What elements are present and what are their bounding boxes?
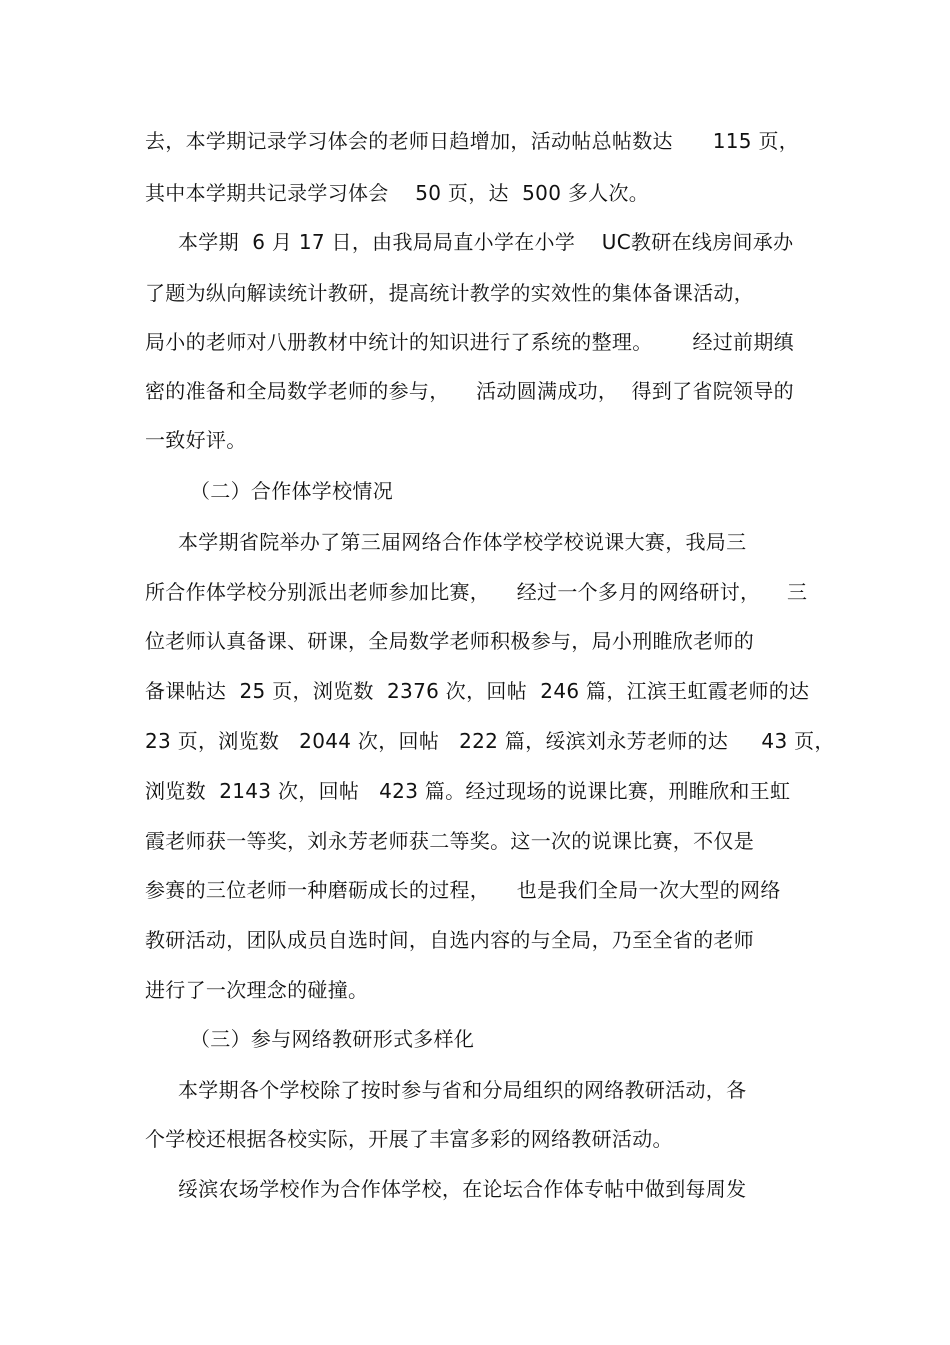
body-text-line: 所合作体学校分别派出老师参加比赛， 经过一个多月的网络研讨， 三 bbox=[145, 580, 808, 604]
body-text-line: 位老师认真备课、研课，全局数学老师积极参与，局小刑睢欣老师的 bbox=[145, 629, 754, 653]
paragraph-first-line: 本学期省院举办了第三届网络合作体学校学校说课大赛，我局三 bbox=[178, 530, 747, 554]
body-text-line: 进行了一次理念的碰撞。 bbox=[145, 978, 369, 1002]
body-text-line: 其中本学期共记录学习体会 50 页，达 500 多人次。 bbox=[145, 181, 650, 205]
body-text-line: 浏览数 2143 次，回帖 423 篇。经过现场的说课比赛，刑睢欣和王虹 bbox=[145, 779, 791, 803]
paragraph-first-line: 本学期 6 月 17 日，由我局局直小学在小学 UC教研在线房间承办 bbox=[178, 230, 794, 254]
body-text-line: 一致好评。 bbox=[145, 428, 247, 452]
body-text-line: 教研活动，团队成员自选时间，自选内容的与全局，乃至全省的老师 bbox=[145, 928, 754, 952]
body-text-line: 密的准备和全局数学老师的参与， 活动圆满成功， 得到了省院领导的 bbox=[145, 379, 794, 403]
paragraph-first-line: 本学期各个学校除了按时参与省和分局组织的网络教研活动，各 bbox=[178, 1078, 747, 1102]
body-text-line: 参赛的三位老师一种磨砺成长的过程， 也是我们全局一次大型的网络 bbox=[145, 878, 781, 902]
paragraph-first-line: 绥滨农场学校作为合作体学校，在论坛合作体专帖中做到每周发 bbox=[178, 1177, 747, 1201]
section-heading: （二）合作体学校情况 bbox=[190, 479, 393, 503]
section-heading: （三）参与网络教研形式多样化 bbox=[190, 1027, 475, 1051]
body-text-line: 备课帖达 25 页，浏览数 2376 次，回帖 246 篇，江滨王虹霞老师的达 bbox=[145, 679, 810, 703]
body-text-line: 个学校还根据各校实际，开展了丰富多彩的网络教研活动。 bbox=[145, 1127, 673, 1151]
body-text-line: 局小的老师对八册教材中统计的知识进行了系统的整理。 经过前期缜 bbox=[145, 330, 794, 354]
body-text-line: 去，本学期记录学习体会的老师日趋增加，活动帖总帖数达 115 页， bbox=[145, 129, 800, 153]
body-text-line: 23 页，浏览数 2044 次，回帖 222 篇，绥滨刘永芳老师的达 43 页， bbox=[145, 729, 835, 753]
body-text-line: 了题为纵向解读统计教研，提高统计教学的实效性的集体备课活动， bbox=[145, 281, 754, 305]
body-text-line: 霞老师获一等奖，刘永芳老师获二等奖。这一次的说课比赛，不仅是 bbox=[145, 829, 754, 853]
